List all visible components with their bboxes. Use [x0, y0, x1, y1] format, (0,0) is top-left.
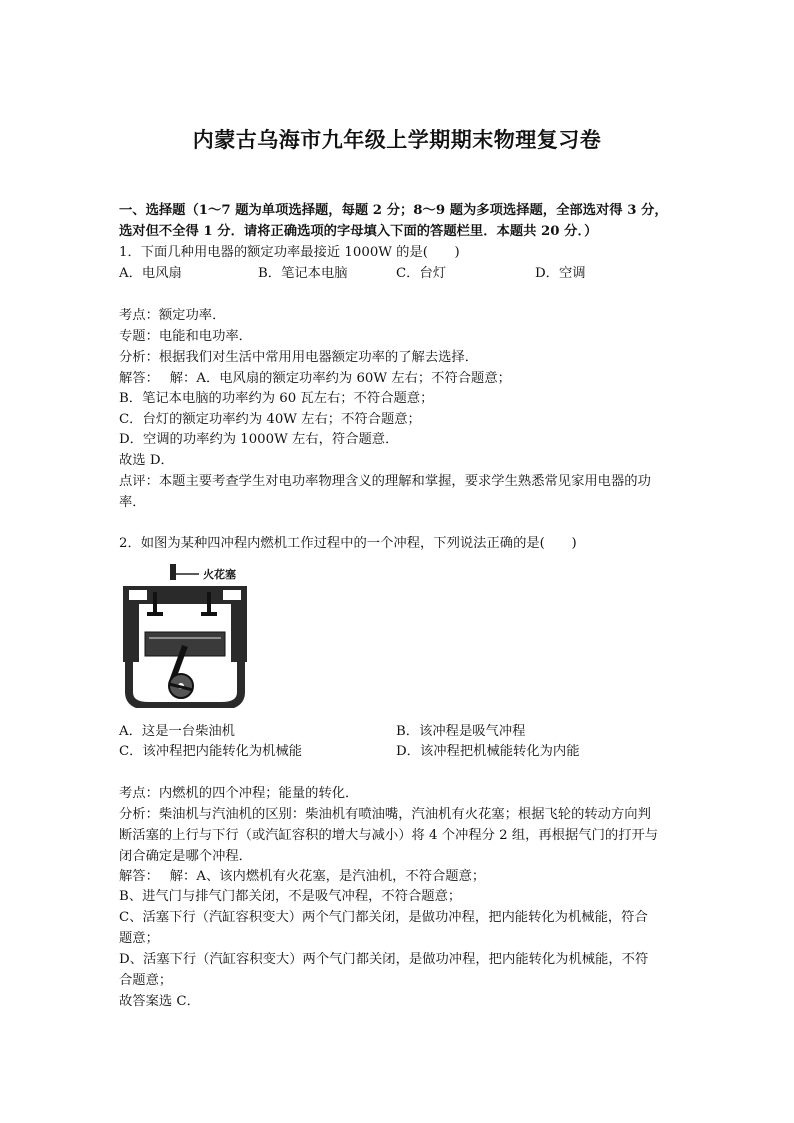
- intake-port: [129, 590, 147, 600]
- q2-answer: 故答案选 C．: [119, 994, 200, 1009]
- q2-fenxi-2: 断活塞的上行与下行（或汽缸容积的增大与减小）将 4 个冲程分 2 组，再根据气门的打开与: [119, 828, 659, 843]
- intake-valve: [153, 592, 157, 614]
- q1-jieda-1: 解答： 解：A．电风扇的额定功率约为 60W 左右；不符合题意；: [119, 371, 511, 386]
- q2-jieda-1: 解答： 解：A、该内燃机有火花塞，是汽油机，不符合题意；: [119, 869, 486, 884]
- exhaust-valve: [207, 592, 211, 614]
- q1-option-d: D．空调: [535, 266, 586, 281]
- engine-diagram: [119, 562, 251, 708]
- q2-jieda-3: C、活塞下行（汽缸容积变大）两个气门都关闭，是做功冲程，把内能转化为机械能，符合: [119, 910, 648, 925]
- exhaust-port: [223, 590, 241, 600]
- q1-option-b: B．笔记本电脑: [258, 266, 348, 281]
- page-title: 内蒙古乌海市九年级上学期期末物理复习卷: [192, 127, 602, 152]
- q1-stem: 1．下面几种用电器的额定功率最接近 1000W 的是( ): [119, 245, 460, 260]
- q2-stem: 2．如图为某种四冲程内燃机工作过程中的一个冲程，下列说法正确的是( ): [119, 536, 577, 551]
- q1-jieda-2: B．笔记本电脑的功率约为 60 瓦左右；不符合题意；: [119, 391, 434, 406]
- q1-dianping-1: 点评：本题主要考查学生对电功率物理含义的理解和掌握，要求学生熟悉常见家用电器的功: [119, 474, 651, 489]
- q1-jieda-4: D．空调的功率约为 1000W 左右，符合题意．: [119, 432, 399, 447]
- q2-jieda-2: B、进气门与排气门都关闭，不是吸气冲程，不符合题意；: [119, 889, 462, 904]
- spark-plug-shape: [170, 564, 176, 580]
- cylinder-wall-right: [231, 604, 247, 662]
- q2-jieda-5: D、活塞下行（汽缸容积变大）两个气门都关闭，是做功冲程，把内能转化为机械能，不符: [119, 952, 649, 967]
- q2-kaodian: 考点：内燃机的四个冲程；能量的转化．: [119, 786, 359, 801]
- q1-option-a: A．电风扇: [119, 266, 182, 281]
- q2-jieda-4: 题意；: [119, 931, 159, 946]
- cylinder-wall-left: [123, 604, 139, 662]
- q1-option-c: C．台灯: [396, 266, 447, 281]
- q2-option-b: B．该冲程是吸气冲程: [396, 724, 526, 739]
- q2-option-a: A．这是一台柴油机: [119, 724, 235, 739]
- section-heading-line-2: 选对但不全得 1 分．请将正确选项的字母填入下面的答题栏里．本题共 20 分．）: [119, 224, 598, 239]
- q2-option-d: D．该冲程把机械能转化为内能: [396, 744, 580, 759]
- q1-fenxi: 分析：根据我们对生活中常用用电器额定功率的了解去选择．: [119, 350, 479, 365]
- q2-fenxi-1: 分析：柴油机与汽油机的区别：柴油机有喷油嘴，汽油机有火花塞；根据飞轮的转动方向判: [119, 807, 651, 822]
- section-heading-line-1: 一、选择题（1～7 题为单项选择题，每题 2 分；8～9 题为多项选择题，全部选对得 3 分，: [119, 203, 668, 218]
- q1-kaodian: 考点：额定功率．: [119, 308, 226, 323]
- q2-fenxi-3: 闭合确定是哪个冲程．: [119, 849, 252, 864]
- engine-stroke-figure: [119, 562, 251, 708]
- q1-dianping-2: 率．: [119, 495, 146, 510]
- q1-answer: 故选 D．: [119, 453, 174, 468]
- spark-plug-label: 火花塞: [203, 568, 236, 581]
- q2-jieda-6: 合题意；: [119, 973, 173, 988]
- q2-option-c: C．该冲程把内能转化为机械能: [119, 744, 303, 759]
- q1-jieda-3: C．台灯的额定功率约为 40W 左右；不符合题意；: [119, 412, 421, 427]
- q1-zhuanti: 专题：电能和电功率．: [119, 329, 252, 344]
